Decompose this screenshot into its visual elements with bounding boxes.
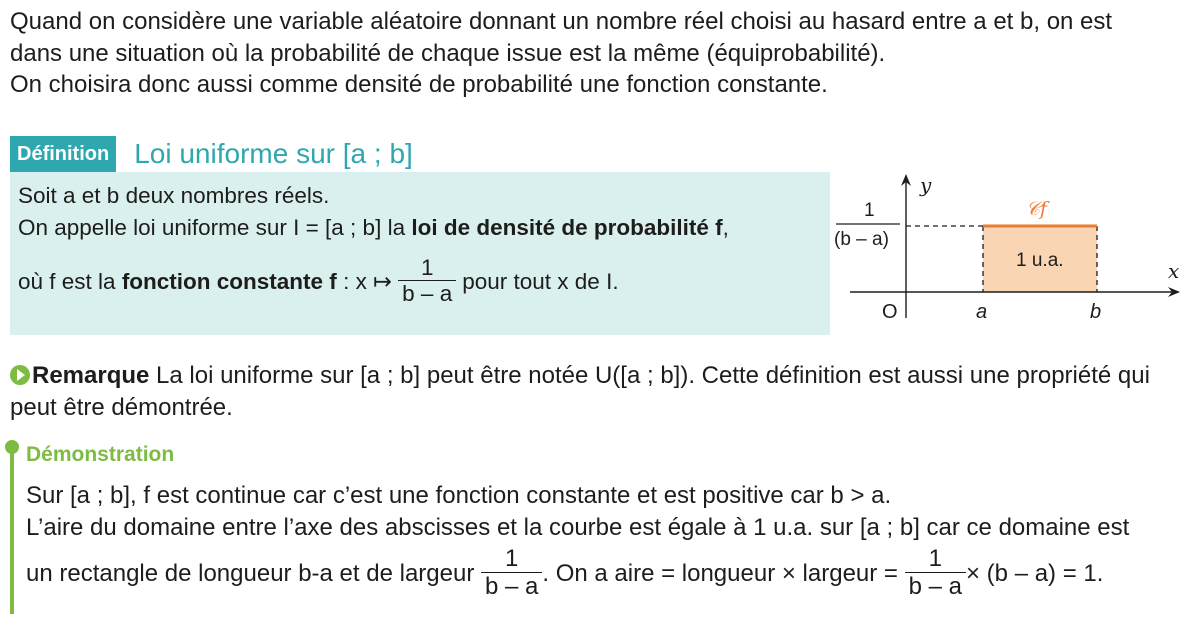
origin-label: O (882, 301, 898, 323)
demonstration-fraction-1-numerator: 1 (505, 545, 519, 572)
definition-line-3-end: pour tout x de I. (462, 268, 619, 294)
definition-header (10, 136, 413, 172)
definition-fraction-denominator: b – a (398, 280, 456, 307)
demonstration-line-2: L’aire du domaine entre l’axe des abscisses et la courbe est égale à 1 u.a. sur [a ; b] car ce domaine est (26, 514, 1130, 541)
curve-label: 𝒞f (1026, 198, 1047, 220)
demonstration-fraction-1 (481, 546, 542, 601)
demonstration-fraction-2 (905, 546, 966, 601)
y-axis-label: y (920, 173, 932, 197)
intro-paragraph (10, 6, 1195, 101)
uniform-density-graph (828, 168, 1200, 328)
demonstration-fraction-2-numerator: 1 (928, 545, 942, 572)
remark-line-2: peut être démontrée. (10, 393, 233, 421)
y-tick-numerator: 1 (864, 200, 875, 221)
demonstration-bullet-icon (5, 440, 19, 454)
graph-svg (828, 168, 1200, 328)
demonstration-line-3-middle: . On a aire = longueur × largeur = (542, 559, 905, 587)
remark-line-1 (10, 360, 1195, 392)
definition-line-2 (18, 212, 828, 244)
definition-line-3-bold: fonction constante f (121, 268, 337, 294)
demonstration-line-3-end: × (b – a) = 1. (966, 559, 1104, 587)
definition-fraction-numerator: 1 (420, 255, 434, 280)
definition-title: Loi uniforme sur [a ; b] (134, 138, 413, 169)
demonstration-line-3 (26, 546, 1103, 601)
definition-box (10, 172, 830, 335)
demonstration-side-bar (10, 444, 14, 614)
definition-line-1: Soit a et b deux nombres réels. (18, 183, 330, 208)
definition-line-2-bold: loi de densité de probabilité f (411, 215, 723, 240)
definition-line-3 (18, 256, 619, 307)
intro-line-1: Quand on considère une variable aléatoire donnant un nombre réel choisi au hasard entre a et b, on est (10, 8, 1113, 35)
y-tick-denominator: (b – a) (834, 229, 889, 250)
definition-line-3-map: : x ↦ (336, 268, 399, 294)
definition-fraction (398, 256, 456, 307)
play-arrow-icon (10, 365, 30, 385)
demonstration-title: Démonstration (26, 443, 175, 466)
intro-line-3: On choisira donc aussi comme densité de probabilité une fonction constante. (10, 71, 828, 98)
intro-line-2: dans une situation où la probabilité de chaque issue est la même (équiprobabilité). (10, 39, 886, 67)
a-tick-label: a (976, 301, 988, 323)
demonstration-fraction-1-denominator: b – a (481, 572, 542, 601)
remark-text: La loi uniforme sur [a ; b] peut être notée U([a ; b]). Cette définition est aussi une propriété qui (149, 362, 1150, 389)
demonstration-line-1: Sur [a ; b], f est continue car c’est une fonction constante et est positive car b > a. (26, 482, 892, 509)
b-tick-label: b (1090, 301, 1102, 323)
definition-line-3-start: où f est la (18, 268, 122, 294)
definition-text (18, 180, 828, 306)
remark-label: Remarque (32, 362, 150, 389)
remark-block (10, 360, 1195, 423)
definition-line-2-start: On appelle loi uniforme sur I = [a ; b] la (18, 215, 412, 240)
demonstration-fraction-2-denominator: b – a (905, 572, 966, 601)
demonstration-text (26, 480, 1196, 600)
x-axis-label: x (1168, 259, 1180, 283)
area-label: 1 u.a. (1016, 250, 1064, 271)
definition-line-2-end: , (722, 215, 729, 240)
definition-badge: Définition (10, 136, 116, 172)
demonstration-line-3-start: un rectangle de longueur b-a et de largeur (26, 559, 481, 587)
